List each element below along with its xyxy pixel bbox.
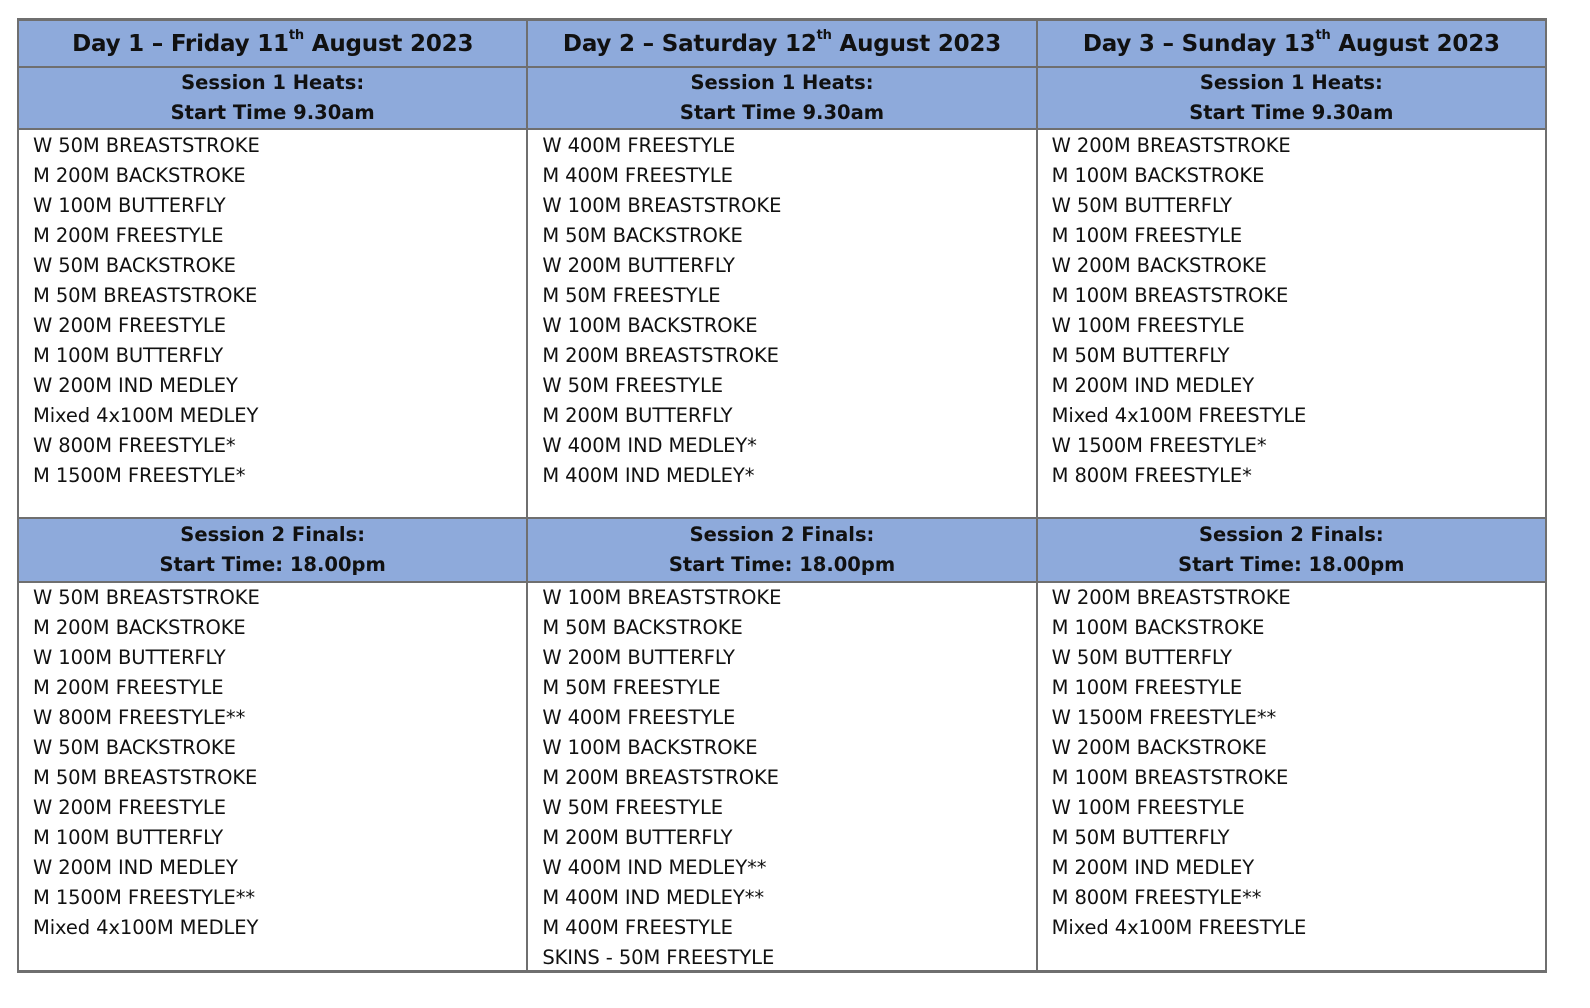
day-2-heats-cell [527,129,1036,518]
day-1-month-year: August 2023 [303,30,474,57]
session-title: Session 2 Finals: [689,523,875,546]
day-3-heats-header [1037,67,1546,129]
event-item: W 400M FREESTYLE [542,134,736,157]
event-item: M 100M FREESTYLE [1051,224,1243,247]
event-item: Mixed 4x100M MEDLEY [33,404,259,427]
event-item: M 100M BACKSTROKE [1051,164,1265,187]
event-item: M 200M IND MEDLEY [1051,374,1255,397]
event-item: M 400M FREESTYLE [542,164,733,187]
day-2-finals-event-list [528,583,1035,970]
event-item: M 200M BACKSTROKE [33,616,246,639]
session-start-time: Start Time: 18.00pm [159,553,386,576]
day-2-heats-header [527,67,1036,129]
event-item: M 50M BACKSTROKE [542,616,743,639]
event-item: W 50M BREASTSTROKE [33,586,260,609]
day-2-title: Day 2 – Saturday 12 [562,30,817,57]
day-3-finals-header [1037,518,1546,582]
event-item: M 50M BREASTSTROKE [33,284,258,307]
event-item: W 200M BUTTERFLY [542,646,735,669]
event-item: M 200M BUTTERFLY [542,826,733,849]
event-item: W 200M BACKSTROKE [1051,254,1267,277]
day-1-title: Day 1 – Friday 11 [72,30,289,57]
finals-header-row [18,518,1546,582]
day-1-finals-event-list [19,583,526,970]
event-item: W 800M FREESTYLE* [33,434,236,457]
day-1-heats-header [18,67,527,129]
event-item: W 400M IND MEDLEY** [542,856,767,879]
event-item: W 400M FREESTYLE [542,706,736,729]
session-title: Session 2 Finals: [1198,523,1384,546]
session-start-time: Start Time 9.30am [1189,101,1394,124]
event-item: M 200M BUTTERFLY [542,404,733,427]
event-item: M 200M BREASTSTROKE [542,766,779,789]
event-item: W 100M FREESTYLE [1051,796,1245,819]
event-item: M 50M BREASTSTROKE [33,766,258,789]
event-item: W 100M BACKSTROKE [542,736,758,759]
day-header-row [18,20,1546,68]
schedule-table [17,18,1547,973]
finals-events-row [18,582,1546,972]
event-item: SKINS - 50M FREESTYLE [542,946,775,969]
event-item: W 200M BREASTSTROKE [1051,586,1291,609]
session-title: Session 1 Heats: [690,71,874,94]
event-item: W 200M BREASTSTROKE [1051,134,1291,157]
event-item: M 1500M FREESTYLE* [33,464,246,487]
event-item: W 200M BACKSTROKE [1051,736,1267,759]
event-item: M 1500M FREESTYLE** [33,886,256,909]
event-item: Mixed 4x100M MEDLEY [33,916,259,939]
heats-events-row [18,129,1546,518]
day-1-finals-header [18,518,527,582]
day-2-finals-cell [527,582,1036,972]
day-3-finals-event-list [1038,583,1545,970]
event-item: M 100M BACKSTROKE [1051,616,1265,639]
event-item: M 100M BREASTSTROKE [1051,766,1289,789]
day-2-heats-event-list [528,130,1035,517]
day-3-month-year: August 2023 [1330,30,1500,57]
event-item: W 200M FREESTYLE [33,314,226,337]
event-item: W 100M BUTTERFLY [33,194,226,217]
event-item: M 400M IND MEDLEY** [542,886,765,909]
day-1-finals-cell [18,582,527,972]
day-1-header [18,20,527,68]
event-item: W 100M FREESTYLE [1051,314,1245,337]
session-title: Session 1 Heats: [181,71,365,94]
day-2-header [527,20,1036,68]
session-start-time: Start Time 9.30am [170,101,375,124]
day-2-ordinal: th [816,27,832,43]
event-item: M 100M FREESTYLE [1051,676,1243,699]
event-item: M 800M FREESTYLE** [1051,886,1262,909]
session-title: Session 1 Heats: [1199,71,1383,94]
event-item: M 100M BUTTERFLY [33,344,224,367]
day-2-finals-header [527,518,1036,582]
event-item: M 200M BREASTSTROKE [542,344,779,367]
event-item: W 100M BREASTSTROKE [542,586,782,609]
event-item: M 50M BUTTERFLY [1051,344,1230,367]
event-item: M 50M FREESTYLE [542,676,721,699]
event-item: W 100M BUTTERFLY [33,646,226,669]
event-item: W 50M BREASTSTROKE [33,134,260,157]
event-item: Mixed 4x100M FREESTYLE [1051,404,1307,427]
event-item: W 1500M FREESTYLE** [1051,706,1277,729]
event-item: W 200M BUTTERFLY [542,254,735,277]
day-3-heats-cell [1037,129,1546,518]
event-item: W 50M FREESTYLE [542,796,723,819]
event-item: W 100M BREASTSTROKE [542,194,782,217]
day-3-title: Day 3 – Sunday 13 [1082,30,1316,57]
event-item: M 200M FREESTYLE [33,224,224,247]
event-item: W 200M IND MEDLEY [33,856,238,879]
event-item: W 200M FREESTYLE [33,796,226,819]
event-item: W 1500M FREESTYLE* [1051,434,1267,457]
event-item: W 50M BUTTERFLY [1051,194,1232,217]
event-item: M 100M BREASTSTROKE [1051,284,1289,307]
heats-header-row [18,67,1546,129]
event-item: M 400M FREESTYLE [542,916,733,939]
event-item: M 200M FREESTYLE [33,676,224,699]
event-item: W 50M BACKSTROKE [33,736,236,759]
event-item: W 800M FREESTYLE** [33,706,246,729]
day-2-month-year: August 2023 [831,30,1002,57]
event-item: W 50M BACKSTROKE [33,254,236,277]
day-1-heats-cell [18,129,527,518]
day-3-ordinal: th [1315,27,1331,43]
day-3-finals-cell [1037,582,1546,972]
session-title: Session 2 Finals: [180,523,366,546]
event-item: Mixed 4x100M FREESTYLE [1051,916,1307,939]
day-3-heats-event-list [1038,130,1545,517]
event-item: W 200M IND MEDLEY [33,374,238,397]
day-1-ordinal: th [288,27,304,43]
session-start-time: Start Time: 18.00pm [668,553,896,576]
day-1-heats-event-list [19,130,526,517]
event-item: M 400M IND MEDLEY* [542,464,755,487]
day-3-header [1037,20,1546,68]
event-item: M 800M FREESTYLE* [1051,464,1252,487]
event-item: W 50M BUTTERFLY [1051,646,1232,669]
session-start-time: Start Time 9.30am [679,101,885,124]
event-item: M 50M FREESTYLE [542,284,721,307]
event-item: W 100M BACKSTROKE [542,314,758,337]
event-item: W 50M FREESTYLE [542,374,723,397]
event-item: W 400M IND MEDLEY* [542,434,757,457]
event-item: M 50M BUTTERFLY [1051,826,1230,849]
event-item: M 100M BUTTERFLY [33,826,224,849]
event-item: M 200M BACKSTROKE [33,164,246,187]
session-start-time: Start Time: 18.00pm [1178,553,1405,576]
event-item: M 50M BACKSTROKE [542,224,743,247]
event-item: M 200M IND MEDLEY [1051,856,1255,879]
